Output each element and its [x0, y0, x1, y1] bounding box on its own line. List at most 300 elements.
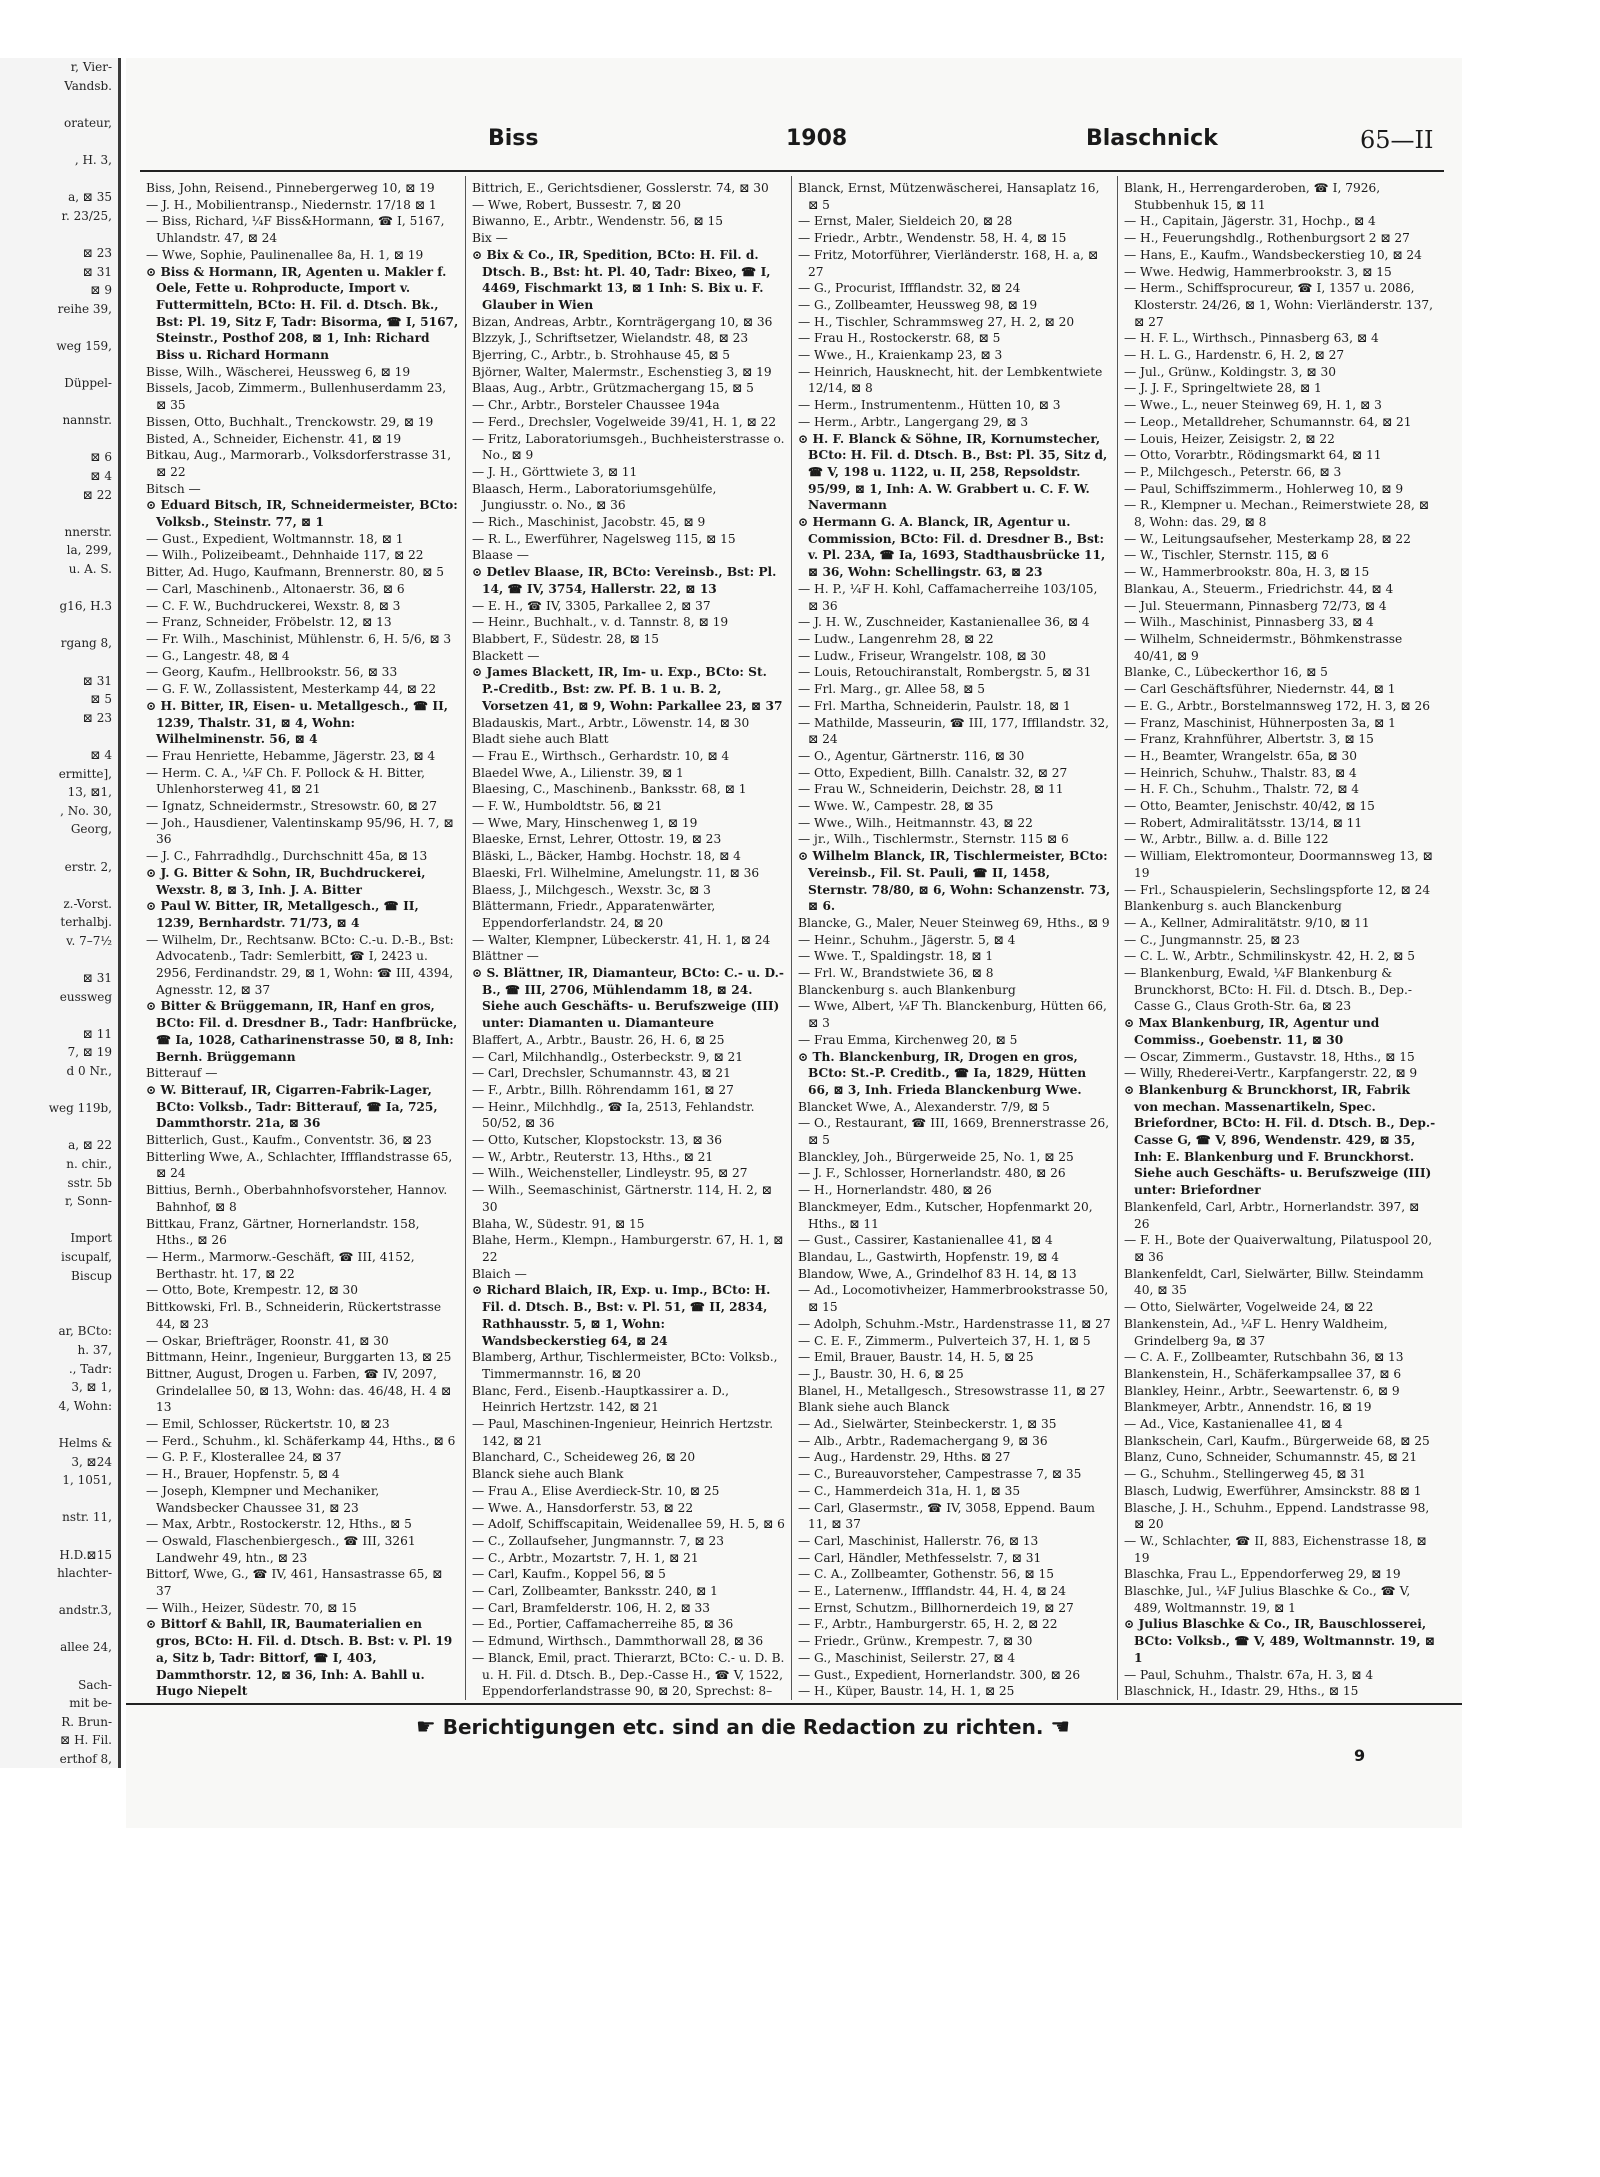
directory-entry: — H., Beamter, Wrangelstr. 65a, ⊠ 30 [1124, 748, 1357, 763]
directory-entry: Blanck siehe auch Blank [472, 1467, 624, 1482]
directory-entry: — Wwe. A., Hansdorferstr. 53, ⊠ 22 [472, 1500, 694, 1515]
header-page-number: 65—II [1360, 126, 1434, 154]
directory-entry: — Ed., Portier, Caffamacherreihe 85, ⊠ 36 [472, 1617, 734, 1632]
directory-entry: ⊙ Wilhelm Blanck, IR, Tischlermeister, BCto: Vereinsb., Fil. St. Pauli, ☎ II, 1458, Sternstr. 78/80, ⊠ 6, Wohn: Schanzenstr. 73, ⊠ 6. [798, 849, 1111, 914]
directory-entry: Blanz, Cuno, Schneider, Schumannstr. 45, ⊠ 21 [1124, 1450, 1418, 1465]
directory-entry: — Wilh., Seemaschinist, Gärtnerstr. 114, H. 2, ⊠ 30 [472, 1183, 772, 1214]
left-fragment-line: r, Vier- [70, 60, 112, 74]
directory-entry: — C. A., Zollbeamter, Gothenstr. 56, ⊠ 15 [798, 1567, 1055, 1582]
directory-entry: Bissen, Otto, Buchhalt., Trenckowstr. 29, ⊠ 19 [146, 414, 434, 429]
left-fragment-line: ⊠ 4 [90, 469, 112, 484]
directory-entry: — Fr. Wilh., Maschinist, Mühlenstr. 6, H. 5/6, ⊠ 3 [146, 631, 452, 646]
directory-entry: Blanck, Ernst, Mützenwäscherei, Hansaplatz 16, ⊠ 5 [798, 181, 1100, 212]
directory-entry: Blanc, Ferd., Eisenb.-Hauptkassirer a. D., Heinrich Hertzstr. 142, ⊠ 21 [472, 1383, 730, 1415]
left-fragment-line: erthof 8, [59, 1752, 112, 1767]
directory-entry: — Wwe. Hedwig, Hammerbrookstr. 3, ⊠ 15 [1124, 264, 1392, 279]
directory-entry: Bittmann, Heinr., Ingenieur, Burggarten 13, ⊠ 25 [146, 1350, 452, 1365]
directory-entry: — Carl, Kaufm., Koppel 56, ⊠ 5 [472, 1567, 666, 1582]
directory-entry: — Adolf, Schiffscapitain, Weidenallee 59, H. 5, ⊠ 6 [472, 1517, 785, 1532]
left-fragment-line: H.D.⊠15 [59, 1547, 112, 1562]
left-fragment-line: sstr. 5b [67, 1175, 112, 1190]
directory-entry: — C. L. W., Arbtr., Schmilinskystr. 42, H. 2, ⊠ 5 [1124, 949, 1416, 964]
left-fragment-line [0, 1211, 118, 1230]
directory-entry: — Wwe, Mary, Hinschenweg 1, ⊠ 19 [472, 815, 698, 830]
directory-entry: Bittkau, Franz, Gärtner, Hornerlandstr. 158, Hths., ⊠ 26 [146, 1216, 420, 1248]
directory-entry: — Ludw., Friseur, Wrangelstr. 108, ⊠ 30 [798, 648, 1046, 663]
directory-entry: — C. A. F., Zollbeamter, Rutschbahn 36, ⊠ 13 [1124, 1350, 1404, 1365]
directory-entry: — Wwe, Albert, ¼F Th. Blanckenburg, Hütten 66, ⊠ 3 [798, 999, 1107, 1031]
left-fragment-line: weg 119b, [48, 1101, 112, 1116]
directory-entry: ⊙ Eduard Bitsch, IR, Schneidermeister, BCto: Volksb., Steinstr. 77, ⊠ 1 [146, 498, 458, 530]
directory-entry: — F., Arbtr., Billh. Röhrendamm 161, ⊠ 27 [472, 1082, 734, 1097]
directory-entry: — H., Tischler, Schrammsweg 27, H. 2, ⊠ 20 [798, 314, 1075, 329]
directory-entry: — E. H., ☎ IV, 3305, Parkallee 2, ⊠ 37 [472, 598, 711, 613]
left-page-fragment [0, 58, 121, 1768]
directory-entry: — Otto, Sielwärter, Vogelweide 24, ⊠ 22 [1124, 1300, 1374, 1315]
directory-entry: — W., Leitungsaufseher, Mesterkamp 28, ⊠ 22 [1124, 531, 1411, 546]
directory-entry: Bjerring, C., Arbtr., b. Strohhause 45, ⊠ 5 [472, 348, 731, 363]
directory-entry: — Edmund, Wirthsch., Dammthorwall 28, ⊠ 36 [472, 1634, 764, 1649]
directory-entry: — Ad., Locomotivheizer, Hammerbrookstrasse 50, ⊠ 15 [798, 1283, 1109, 1315]
left-fragment-line: ⊠ 9 [90, 283, 112, 298]
directory-entry: Biss, John, Reisend., Pinnebergerweg 10, ⊠ 19 [146, 181, 435, 195]
directory-entry: — Walter, Klempner, Lübeckerstr. 41, H. 1, ⊠ 24 [472, 932, 771, 947]
directory-entry: — Otto, Vorarbtr., Rödingsmarkt 64, ⊠ 11 [1124, 448, 1382, 463]
directory-entry: ⊙ Julius Blaschke & Co., IR, Bauschlosserei, BCto: Volksb., ☎ V, 489, Woltmannstr. 19, ⊠ 1 [1124, 1617, 1436, 1665]
directory-entry: Blaess, J., Milchgesch., Wexstr. 3c, ⊠ 3 [472, 882, 711, 897]
left-fragment-line: mit be- [69, 1696, 112, 1711]
directory-entry: — Otto, Beamter, Jenischstr. 40/42, ⊠ 15 [1124, 799, 1375, 814]
directory-entry: Bizan, Andreas, Arbtr., Kornträgergang 10, ⊠ 36 [472, 314, 773, 329]
directory-entry: Blankley, Heinr., Arbtr., Seewartenstr. 6, ⊠ 9 [1124, 1383, 1400, 1398]
directory-entry: — Paul, Schiffszimmerm., Hohlerweg 10, ⊠ 9 [1124, 481, 1404, 496]
directory-entry: Blancket Wwe, A., Alexanderstr. 7/9, ⊠ 5 [798, 1099, 1050, 1114]
directory-entry: — H. P., ¼F H. Kohl, Caffamacherreihe 103/105, ⊠ 36 [798, 581, 1098, 613]
directory-entry: Blasche, J. H., Schuhm., Eppend. Landstrasse 98, ⊠ 20 [1124, 1500, 1430, 1532]
directory-entry: — Oskar, Briefträger, Roonstr. 41, ⊠ 30 [146, 1333, 389, 1348]
directory-entry: Bitterauf — [146, 1066, 218, 1081]
directory-entry: — Willy, Rhederei-Vertr., Karpfangerstr. 22, ⊠ 9 [1124, 1066, 1418, 1081]
directory-entry: Biwanno, E., Arbtr., Wendenstr. 56, ⊠ 15 [472, 214, 723, 229]
left-fragment-line: 1, 1051, [62, 1473, 112, 1488]
directory-entry: — jr., Wilh., Tischlermstr., Sternstr. 115 ⊠ 6 [798, 832, 1069, 847]
directory-entry: — Frl. W., Brandstwiete 36, ⊠ 8 [798, 966, 994, 981]
directory-entry: Blankenstein, Ad., ¼F L. Henry Waldheim, Grindelberg 9a, ⊠ 37 [1124, 1316, 1388, 1348]
directory-entry: — J. H. W., Zuschneider, Kastanienallee 36, ⊠ 4 [798, 615, 1090, 630]
left-fragment-line [0, 356, 118, 375]
left-fragment-line [0, 616, 118, 635]
left-fragment-line [0, 1006, 118, 1025]
directory-entry: — C., Bureauvorsteher, Campestrasse 7, ⊠ 35 [798, 1467, 1082, 1482]
directory-entry: — G., Langestr. 48, ⊠ 4 [146, 648, 290, 663]
directory-entry: — A., Kellner, Admiralitätstr. 9/10, ⊠ 11 [1124, 915, 1370, 930]
directory-entry: — Emil, Schlosser, Rückertstr. 10, ⊠ 23 [146, 1417, 390, 1432]
directory-entry: — J. H., Görttwiete 3, ⊠ 11 [472, 464, 638, 479]
directory-entry: Blank siehe auch Blanck [798, 1400, 950, 1415]
directory-entry: Blaesing, C., Maschinenb., Banksstr. 68, ⊠ 1 [472, 782, 747, 797]
directory-entry: — Heinr., Milchhdlg., ☎ Ia, 2513, Fehlandstr. 50/52, ⊠ 36 [472, 1099, 755, 1131]
left-fragment-line [0, 653, 118, 672]
directory-entry: — Georg, Kaufm., Hellbrookstr. 56, ⊠ 33 [146, 665, 398, 680]
left-fragment-line [0, 1657, 118, 1676]
directory-entry: — Franz, Krahnführer, Albertstr. 3, ⊠ 15 [1124, 732, 1374, 747]
directory-entry: Blaasch, Herm., Laboratoriumsgehülfe, Jungiusstr. o. No., ⊠ 36 [472, 481, 717, 513]
directory-entry: — Paul, Schuhm., Thalstr. 67a, H. 3, ⊠ 4 [1124, 1667, 1374, 1682]
directory-entry: — Frl., Schauspielerin, Sechslingspforte 12, ⊠ 24 [1124, 882, 1431, 897]
directory-entry: — Gust., Cassirer, Kastanienallee 41, ⊠ 4 [798, 1233, 1053, 1248]
directory-entry: Blandau, L., Gastwirth, Hopfenstr. 19, ⊠ 4 [798, 1250, 1059, 1264]
directory-entry: — C. F. W., Buchdruckerei, Wexstr. 8, ⊠ 3 [146, 598, 401, 613]
directory-entry: — Alb., Arbtr., Rademachergang 9, ⊠ 36 [798, 1433, 1048, 1448]
directory-entry: — Frau Henriette, Hebamme, Jägerstr. 23, ⊠ 4 [146, 748, 436, 763]
directory-entry: — Carl, Maschinenb., Altonaerstr. 36, ⊠ 6 [146, 581, 405, 596]
directory-entry: Bisted, A., Schneider, Eichenstr. 41, ⊠ 19 [146, 431, 402, 446]
directory-entry: Blamberg, Arthur, Tischlermeister, BCto: Volksb., Timmermannstr. 16, ⊠ 20 [472, 1350, 778, 1381]
directory-entry: — H. F. L., Wirthsch., Pinnasberg 63, ⊠ 4 [1124, 331, 1379, 346]
directory-entry: — William, Elektromonteur, Doormannsweg 13, ⊠ 19 [1124, 849, 1433, 880]
left-fragment-line: reihe 39, [57, 301, 112, 316]
directory-entry: Blancke, G., Maler, Neuer Steinweg 69, Hths., ⊠ 9 [798, 915, 1110, 930]
left-fragment-line: ⊠ 5 [90, 692, 112, 707]
directory-entry: Blanckley, Joh., Bürgerweide 25, No. 1, ⊠ 25 [798, 1149, 1074, 1164]
directory-entry: Björner, Walter, Malermstr., Eschenstieg 3, ⊠ 19 [472, 364, 772, 379]
directory-entry: — Fritz, Motorführer, Vierländerstr. 168, H. a, ⊠ 27 [798, 247, 1099, 279]
directory-entry: — Wwe., Wilh., Heitmannstr. 43, ⊠ 22 [798, 815, 1033, 830]
directory-entry: ⊙ S. Blättner, IR, Diamanteur, BCto: C.- u. D.-B., ☎ III, 2706, Mühlendamm 18, ⊠ 24. Siehe auch Geschäfts- u. Berufszweige (III) unter: Diamanten u. Diamanteure [472, 966, 784, 1031]
directory-entry: Blaich — [472, 1266, 527, 1281]
pointing-hand-left-icon: ☚ [1050, 1715, 1071, 1740]
left-fragment-line: nnerstr. [64, 524, 112, 539]
directory-entry: — G., Zollbeamter, Heussweg 98, ⊠ 19 [798, 297, 1038, 312]
directory-entry: — Biss, Richard, ¼F Biss&Hormann, ☎ I, 5167, Uhlandstr. 47, ⊠ 24 [146, 214, 445, 246]
left-fragment-line: ⊠ 4 [90, 747, 112, 762]
left-fragment-line: v. 7–7½ [66, 933, 112, 948]
directory-entry: — Mathilde, Masseurin, ☎ III, 177, Iffllandstr. 32, ⊠ 24 [798, 715, 1109, 747]
left-fragment-line: Sach- [78, 1677, 112, 1692]
directory-entry: Bitsch — [146, 481, 201, 496]
directory-entry: — G. F. W., Zollassistent, Mesterkamp 44, ⊠ 22 [146, 682, 437, 697]
left-fragment-line: ⊠ 23 [82, 710, 112, 725]
left-fragment-line [0, 1081, 118, 1100]
directory-entry: — J. H., Mobilientransp., Niedernstr. 17/18 ⊠ 1 [146, 197, 437, 212]
directory-entry: — C., Hammerdeich 31a, H. 1, ⊠ 35 [798, 1483, 1021, 1498]
left-fragment-line: a, ⊠ 22 [68, 1138, 112, 1153]
directory-entry: Blankenstein, H., Schäferkampsallee 37, ⊠ 6 [1124, 1366, 1402, 1381]
directory-entry: Blaas, Aug., Arbtr., Grützmachergang 15, ⊠ 5 [472, 381, 754, 396]
left-fragment-line: nstr. 11, [62, 1510, 112, 1525]
directory-entry: Bitkau, Aug., Marmorarb., Volksdorferstrasse 31, ⊠ 22 [146, 448, 452, 479]
directory-entry: Bitterlich, Gust., Kaufm., Conventstr. 36, ⊠ 23 [146, 1133, 432, 1148]
directory-entry: — H., Küper, Baustr. 14, H. 1, ⊠ 25 [798, 1684, 1015, 1699]
directory-entry: — Ernst, Schutzm., Billhornerdeich 19, ⊠ 27 [798, 1600, 1074, 1615]
left-fragment-line: 13, ⊠1, [67, 785, 112, 800]
left-fragment-line [0, 318, 118, 337]
directory-entry: — E. G., Arbtr., Borstelmannsweg 172, H. 3, ⊠ 26 [1124, 698, 1431, 713]
directory-entry: — W., Arbtr., Reuterstr. 13, Hths., ⊠ 21 [472, 1149, 714, 1164]
left-fragment-line: ., Tadr: [68, 1361, 112, 1376]
directory-entry: — Herm., Arbtr., Langergang 29, ⊠ 3 [798, 414, 1029, 429]
directory-entry: — O., Restaurant, ☎ III, 1669, Brennerstrasse 26, ⊠ 5 [798, 1116, 1110, 1148]
directory-entry: Blanckenburg s. auch Blankenburg [798, 982, 1016, 997]
directory-entry: — H., Capitain, Jägerstr. 31, Hochp., ⊠ 4 [1124, 214, 1376, 229]
directory-entry: — O., Agentur, Gärtnerstr. 116, ⊠ 30 [798, 748, 1025, 763]
directory-entry: — Wilhelm, Dr., Rechtsanw. BCto: C.-u. D.-B., Bst: Advocatenb., Tadr: Semlerbitt, ☎ I, 2423 u. 2956, Ferdinandstr. 29, ⊠ 1, Wohn: ☎ III, 4394, Agnesstr. 12, ⊠ 37 [146, 932, 454, 997]
column-1 [140, 176, 466, 1700]
directory-entry: Blankenburg s. auch Blanckenburg [1124, 899, 1342, 914]
left-fragment-line [0, 393, 118, 412]
directory-entry: — Frau A., Elise Averdieck-Str. 10, ⊠ 25 [472, 1483, 720, 1498]
directory-entry: — F. H., Bote der Quaiverwaltung, Pilatuspool 20, ⊠ 36 [1124, 1233, 1433, 1264]
left-fragment-line: R. Brun- [61, 1714, 112, 1729]
directory-entry: Blaeske, Ernst, Lehrer, Ottostr. 19, ⊠ 23 [472, 832, 722, 847]
left-fragment-line: ⊠ H. Fil. [60, 1733, 112, 1748]
directory-entry: Blaffert, A., Arbtr., Baustr. 26, H. 6, ⊠ 25 [472, 1032, 725, 1047]
directory-entry: — Aug., Hardenstr. 29, Hths. ⊠ 27 [798, 1450, 1011, 1465]
directory-entry: — Ignatz, Schneidermstr., Stresowstr. 60, ⊠ 27 [146, 799, 438, 814]
directory-entry: Bisse, Wilh., Wäscherei, Heussweg 6, ⊠ 19 [146, 364, 411, 379]
directory-entry: — Wilh., Weichensteller, Lindleystr. 95, ⊠ 27 [472, 1166, 748, 1181]
directory-entry: — Wwe. T., Spaldingstr. 18, ⊠ 1 [798, 949, 994, 964]
directory-entry: — Oswald, Flaschenbiergesch., ☎ III, 3261 Landwehr 49, htn., ⊠ 23 [146, 1533, 416, 1565]
directory-entry: — Wwe, Sophie, Paulinenallee 8a, H. 1, ⊠ 19 [146, 247, 424, 262]
left-fragment-line [0, 170, 118, 189]
left-fragment-line [0, 1583, 118, 1602]
left-fragment-line: 3, ⊠ 1, [71, 1380, 112, 1395]
directory-entry: — Franz, Maschinist, Hühnerposten 3a, ⊠ 1 [1124, 715, 1396, 730]
directory-entry: — W., Schlachter, ☎ II, 883, Eichenstrasse 18, ⊠ 19 [1124, 1533, 1427, 1565]
directory-entry: — Frau H., Rostockerstr. 68, ⊠ 5 [798, 331, 1001, 346]
correction-notice [416, 1715, 1070, 1740]
left-fragment-line: , H. 3, [74, 152, 112, 167]
directory-entry: ⊙ Th. Blanckenburg, IR, Drogen en gros, BCto: St.-P. Creditb., ☎ Ia, 1829, Hütten 66, ⊠ 3, Inh. Frieda Blanckenburg Wwe. [798, 1049, 1087, 1097]
left-fragment-line [0, 1118, 118, 1137]
directory-entry: — Wwe., L., neuer Steinweg 69, H. 1, ⊠ 3 [1124, 398, 1382, 413]
directory-entry: Blankschein, Carl, Kaufm., Bürgerweide 68, ⊠ 25 [1124, 1433, 1430, 1448]
directory-entry: — Joh., Hausdiener, Valentinskamp 95/96, H. 7, ⊠ 36 [146, 815, 454, 847]
left-fragment-line: weg 159, [56, 338, 112, 353]
directory-entry: Blaeski, Frl. Wilhelmine, Amelungstr. 11, ⊠ 36 [472, 865, 760, 880]
directory-entry: Blanke, C., Lübeckerthor 16, ⊠ 5 [1124, 665, 1328, 680]
directory-entry: — C., Arbtr., Mozartstr. 7, H. 1, ⊠ 21 [472, 1550, 699, 1565]
left-fragment-line [0, 1304, 118, 1323]
directory-entry: Blaschka, Frau L., Eppendorferweg 29, ⊠ 19 [1124, 1567, 1401, 1582]
directory-entry: Blankau, A., Steuerm., Friedrichstr. 44, ⊠ 4 [1124, 581, 1394, 596]
directory-entry: Blaedel Wwe, A., Lilienstr. 39, ⊠ 1 [472, 765, 684, 780]
page-header [126, 120, 1462, 160]
left-fragment-line: ar, BCto: [58, 1324, 112, 1339]
directory-entry: — Carl, Milchhandlg., Osterbeckstr. 9, ⊠ 21 [472, 1049, 744, 1064]
directory-entry: — H., Hornerlandstr. 480, ⊠ 26 [798, 1183, 992, 1198]
sheet-number: 9 [1354, 1746, 1366, 1765]
directory-entry: Blasch, Ludwig, Ewerführer, Amsinckstr. 88 ⊠ 1 [1124, 1483, 1422, 1498]
directory-entry: — Jul. Steuermann, Pinnasberg 72/73, ⊠ 4 [1124, 598, 1387, 613]
column-4 [1118, 176, 1444, 1700]
directory-entry: — J., Baustr. 30, H. 6, ⊠ 25 [798, 1366, 964, 1381]
directory-entry: — G. P. F., Klosterallee 24, ⊠ 37 [146, 1450, 342, 1465]
left-fragment-line: Georg, [70, 822, 112, 837]
directory-entry: — P., Milchgesch., Peterstr. 66, ⊠ 3 [1124, 464, 1342, 479]
left-fragment-line: u. A. S. [68, 562, 112, 577]
directory-entry: — Wwe., H., Kraienkamp 23, ⊠ 3 [798, 348, 1003, 363]
directory-entry: — C. E. F., Zimmerm., Pulverteich 37, H. 1, ⊠ 5 [798, 1333, 1091, 1348]
directory-entry: — Otto, Bote, Krempestr. 12, ⊠ 30 [146, 1283, 359, 1298]
left-fragment-line [0, 1415, 118, 1434]
directory-entry: — F. W., Humboldtstr. 56, ⊠ 21 [472, 799, 663, 814]
directory-entry: — Otto, Expedient, Billh. Canalstr. 32, ⊠ 27 [798, 765, 1068, 780]
directory-entry: — Max, Arbtr., Rostockerstr. 12, Hths., ⊠ 5 [146, 1517, 412, 1532]
directory-entry: — Frl. Marg., gr. Allee 58, ⊠ 5 [798, 682, 986, 697]
directory-entry: — Herm., Marmorw.-Geschäft, ☎ III, 4152, Berthastr. ht. 17, ⊠ 22 [146, 1250, 415, 1281]
left-fragment-line: erstr. 2, [64, 859, 112, 874]
left-fragment-line [0, 876, 118, 895]
directory-entry: — Carl, Händler, Methfesselstr. 7, ⊠ 31 [798, 1550, 1042, 1565]
left-fragment-line: 3, ⊠24 [71, 1454, 112, 1469]
left-fragment-line: z.-Vorst. [63, 896, 112, 911]
directory-entry: — H., Brauer, Hopfenstr. 5, ⊠ 4 [146, 1467, 340, 1482]
directory-entry: — Ferd., Drechsler, Vogelweide 39/41, H. 1, ⊠ 22 [472, 414, 777, 429]
directory-entry: Blanchard, C., Scheideweg 26, ⊠ 20 [472, 1450, 696, 1465]
pointing-hand-right-icon: ☛ [416, 1715, 436, 1740]
directory-entry: — G., Schuhm., Stellingerweg 45, ⊠ 31 [1124, 1467, 1366, 1482]
left-fragment-line [0, 225, 118, 244]
directory-entry: — Frl. Martha, Schneiderin, Paulstr. 18, ⊠ 1 [798, 698, 1071, 713]
left-fragment-line: rgang 8, [60, 636, 112, 651]
directory-entry: — Fritz, Laboratoriumsgeh., Buchheisterstrasse o. No., ⊠ 9 [472, 431, 785, 463]
directory-entry: — Ad., Sielwärter, Steinbeckerstr. 1, ⊠ 35 [798, 1417, 1057, 1432]
left-fragment-line: ⊠ 31 [82, 264, 112, 279]
directory-entry: Blanel, H., Metallgesch., Stresowstrasse 11, ⊠ 27 [798, 1383, 1106, 1398]
left-fragment-line: ⊠ 31 [82, 673, 112, 688]
directory-entry: Blaschke, Jul., ¼F Julius Blaschke & Co., ☎ V, 489, Woltmannstr. 19, ⊠ 1 [1124, 1584, 1411, 1615]
left-fragment-line [0, 839, 118, 858]
directory-entry: — C., Jungmannstr. 25, ⊠ 23 [1124, 932, 1300, 947]
entry-columns [140, 176, 1444, 1700]
directory-entry: Bläski, L., Bäcker, Hambg. Hochstr. 18, ⊠ 4 [472, 849, 741, 864]
directory-entry: — Wilhelm, Schneidermstr., Böhmkenstrasse 40/41, ⊠ 9 [1124, 631, 1403, 663]
directory-entry: Blandow, Wwe, A., Grindelhof 83 H. 14, ⊠ 13 [798, 1266, 1077, 1281]
left-fragment-line [0, 132, 118, 151]
directory-entry: — Carl, Zollbeamter, Banksstr. 240, ⊠ 1 [472, 1584, 718, 1599]
left-fragment-line: n. chir., [66, 1157, 112, 1172]
directory-entry: — Wwe, Robert, Bussestr. 7, ⊠ 20 [472, 197, 681, 212]
directory-entry: — R. L., Ewerführer, Nagelsweg 115, ⊠ 15 [472, 531, 736, 546]
directory-entry: — Carl, Maschinist, Hallerstr. 76, ⊠ 13 [798, 1533, 1039, 1548]
left-fragment-line [0, 579, 118, 598]
directory-entry: — R., Klempner u. Mechan., Reimerstwiete 28, ⊠ 8, Wohn: das. 29, ⊠ 8 [1124, 498, 1429, 530]
directory-entry: — Blankenburg, Ewald, ¼F Blankenburg & Brunckhorst, BCto: H. Fil. d. Dtsch. B., Dep.-Casse G., Claus Groth-Str. 6a, ⊠ 23 [1124, 966, 1412, 1014]
directory-entry: Blankenfeld, Carl, Arbtr., Hornerlandstr. 397, ⊠ 26 [1124, 1199, 1420, 1231]
left-fragment-line [0, 1527, 118, 1546]
left-fragment-line: andstr.3, [58, 1603, 112, 1618]
directory-entry: — Carl Geschäftsführer, Niedernstr. 44, ⊠ 1 [1124, 682, 1396, 697]
left-fragment-line: Helms & [58, 1435, 112, 1450]
directory-entry: — Paul, Maschinen-Ingenieur, Heinrich Hertzstr. 142, ⊠ 21 [472, 1417, 774, 1448]
directory-entry: — Blanck, Emil, pract. Thierarzt, BCto: C.- u. D. B. u. H. Fil. d. Dtsch. B., Dep.-Casse H., ☎ V, 1522, Eppendorferlandstrasse 90, ⊠ 20, Sprechst: 8– [472, 1650, 785, 1699]
directory-entry: ⊙ Bittorf & Bahll, IR, Baumaterialien en gros, BCto: H. Fil. d. Dtsch. B. Bst: v. Pl. 19 a, Sitz b, Tadr: Bittorf, ☎ I, 403, Dammthorstr. 12, ⊠ 36, Inh: A. Bahll u. Hugo Niepelt [146, 1617, 453, 1699]
directory-entry: — Gust., Expedient, Hornerlandstr. 300, ⊠ 26 [798, 1667, 1081, 1682]
directory-entry: — J. F., Schlosser, Hornerlandstr. 480, ⊠ 26 [798, 1166, 1066, 1181]
directory-entry: — Wwe. W., Campestr. 28, ⊠ 35 [798, 799, 994, 814]
directory-entry: — F., Arbtr., Hamburgerstr. 65, H. 2, ⊠ 22 [798, 1617, 1058, 1632]
directory-entry: — G., Procurist, Iffflandstr. 32, ⊠ 24 [798, 281, 1021, 296]
directory-entry: ⊙ Richard Blaich, IR, Exp. u. Imp., BCto: H. Fil. d. Dtsch. B., Bst: v. Pl. 51, ☎ II, 2834, Rathhausstr. 5, ⊠ 1, Wohn: Wandsbeckerstieg 64, ⊠ 24 [472, 1283, 771, 1348]
left-fragment-line: , No. 30, [60, 803, 112, 818]
directory-entry: — H. L. G., Hardenstr. 6, H. 2, ⊠ 27 [1124, 348, 1345, 363]
column-3 [792, 176, 1118, 1700]
directory-entry: — Gust., Expedient, Woltmannstr. 18, ⊠ 1 [146, 531, 404, 546]
directory-entry: ⊙ J. G. Bitter & Sohn, IR, Buchdruckerei, Wexstr. 8, ⊠ 3, Inh. J. A. Bitter [146, 865, 426, 897]
left-fragment-line: ⊠ 6 [90, 450, 112, 465]
left-fragment-line: a, ⊠ 35 [68, 190, 112, 205]
directory-entry: ⊙ James Blackett, IR, Im- u. Exp., BCto: St. P.-Creditb., Bst: zw. Pf. B. 1 u. B. 2, Vorsetzen 41, ⊠ 9, Wohn: Parkallee 23, ⊠ 37 [472, 665, 783, 713]
left-fragment-line: 4, Wohn: [58, 1398, 112, 1413]
directory-entry: Bittius, Bernh., Oberbahnhofsvorsteher, Hannov. Bahnhof, ⊠ 8 [146, 1183, 448, 1214]
directory-entry: — C., Zollaufseher, Jungmannstr. 7, ⊠ 23 [472, 1533, 724, 1548]
left-fragment-line: r. 23/25, [61, 208, 112, 223]
directory-entry: Blaase — [472, 548, 529, 563]
header-year: 1908 [786, 126, 848, 151]
directory-entry: — Louis, Heizer, Zeisigstr. 2, ⊠ 22 [1124, 431, 1335, 446]
directory-entry: Blackett — [472, 648, 540, 663]
directory-entry: — Wilh., Heizer, Südestr. 70, ⊠ 15 [146, 1600, 357, 1615]
left-fragment-line: nannstr. [62, 413, 112, 428]
directory-entry: — Wilh., Polizeibeamt., Dehnhaide 117, ⊠ 22 [146, 548, 424, 563]
directory-entry: Blankenfeldt, Carl, Sielwärter, Billw. Steindamm 40, ⊠ 35 [1124, 1266, 1424, 1298]
directory-entry: Bladt siehe auch Blatt [472, 732, 609, 747]
directory-entry: — J. J. F., Springeltwiete 28, ⊠ 1 [1124, 381, 1322, 396]
left-fragment-line: la, 299, [66, 543, 112, 558]
left-fragment-line: Düppel- [64, 376, 112, 391]
directory-entry: ⊙ Paul W. Bitter, IR, Metallgesch., ☎ II, 1239, Bernhardstr. 71/73, ⊠ 4 [146, 899, 419, 930]
left-fragment-line: h. 37, [77, 1342, 112, 1357]
left-fragment-line: ermitte], [58, 766, 112, 781]
directory-entry: Bittner, August, Drogen u. Farben, ☎ IV, 2097, Grindelallee 50, ⊠ 13, Wohn: das. 46/48, H. 4 ⊠ 13 [146, 1366, 452, 1415]
directory-entry: ⊙ H. F. Blanck & Söhne, IR, Kornumstecher, BCto: H. Fil. d. Dtsch. B., Bst: Pl. 35, Sitz d, ☎ V, 198 u. 1122, u. II, 258, Repsoldstr. 95/99, ⊠ 1, Inh: A. W. Grabbert u. C. F. W. Navermann [798, 431, 1108, 513]
directory-entry: ⊙ Bix & Co., IR, Spedition, BCto: H. Fil. d. Dtsch. B., Bst: ht. Pl. 40, Tadr: Bixeo, ☎ I, 4469, Fischmarkt 13, ⊠ 1 Inh: S. Bix u. F. Glauber in Wien [472, 247, 771, 312]
directory-entry: ⊙ Detlev Blaase, IR, BCto: Vereinsb., Bst: Pl. 14, ☎ IV, 3754, Hallerstr. 22, ⊠ 13 [472, 565, 777, 596]
directory-entry: — G., Maschinist, Seilerstr. 27, ⊠ 4 [798, 1650, 1016, 1665]
directory-entry: — Carl, Bramfelderstr. 106, H. 2, ⊠ 33 [472, 1600, 711, 1615]
directory-entry: — Leop., Metalldreher, Schumannstr. 64, ⊠ 21 [1124, 414, 1412, 429]
directory-entry: Blzzyk, J., Schriftsetzer, Wielandstr. 48, ⊠ 23 [472, 331, 749, 346]
directory-entry: ⊙ Max Blankenburg, IR, Agentur und Commiss., Goebenstr. 11, ⊠ 30 [1124, 1016, 1380, 1047]
left-fragment-line [0, 1620, 118, 1639]
directory-entry: Blank, H., Herrengarderoben, ☎ I, 7926, Stubbenhuk 15, ⊠ 11 [1124, 181, 1381, 212]
directory-entry: ⊙ Biss & Hormann, IR, Agenten u. Makler f. Oele, Fette u. Rohproducte, Import v. Futtermitteln, BCto: H. Fil. d. Dtsch. Bk., Bst: Pl. 19, Sitz F, Tadr: Bisorma, ☎ I, 5167, Steinstr., Posthof 208, ⊠ 1, Inh: Richard Biss u. Richard Hormann [146, 264, 459, 363]
directory-entry: Bladauskis, Mart., Arbtr., Löwenstr. 14, ⊠ 30 [472, 715, 750, 730]
directory-entry: — Jul., Grünw., Koldingstr. 3, ⊠ 30 [1124, 364, 1337, 379]
left-fragment-line: eussweg [59, 989, 112, 1004]
left-fragment-line: ⊠ 11 [82, 1026, 112, 1041]
header-last-name: Blaschnick [1086, 126, 1218, 151]
directory-entry: Blankmeyer, Arbtr., Annendstr. 16, ⊠ 19 [1124, 1400, 1372, 1415]
left-fragment-line: ⊠ 31 [82, 971, 112, 986]
directory-entry: — Ernst, Maler, Sieldeich 20, ⊠ 28 [798, 214, 1013, 229]
notice-text: Berichtigungen etc. sind an die Redaction zu richten. [442, 1715, 1044, 1739]
left-fragment-line: ⊠ 23 [82, 245, 112, 260]
directory-entry: — Herm. C. A., ¼F Ch. F. Pollock & H. Bitter, Uhlenhorsterweg 41, ⊠ 21 [146, 765, 426, 797]
directory-entry: ⊙ W. Bitterauf, IR, Cigarren-Fabrik-Lager, BCto: Volksb., Tadr: Bitterauf, ☎ Ia, 725, Dammthorstr. 21a, ⊠ 36 [146, 1082, 438, 1131]
directory-entry: — H. F. Ch., Schuhm., Thalstr. 72, ⊠ 4 [1124, 782, 1360, 797]
directory-entry: — Herm., Schiffsprocureur, ☎ I, 1357 u. 2086, Klosterstr. 24/26, ⊠ 1, Wohn: Vierländerstr. 137, ⊠ 27 [1124, 281, 1433, 329]
directory-entry: — Heinr., Buchhalt., v. d. Tannstr. 8, ⊠ 19 [472, 615, 729, 630]
directory-entry: — Friedr., Arbtr., Wendenstr. 58, H. 4, ⊠ 15 [798, 231, 1067, 246]
directory-entry: Bitterling Wwe, A., Schlachter, Iffflandstrasse 65, ⊠ 24 [146, 1149, 453, 1181]
directory-entry: Blahe, Herm., Klempn., Hamburgerstr. 67, H. 1, ⊠ 22 [472, 1233, 784, 1264]
directory-entry: — Franz, Schneider, Fröbelstr. 12, ⊠ 13 [146, 615, 392, 630]
left-fragment-line [0, 951, 118, 970]
directory-entry: ⊙ Bitter & Brüggemann, IR, Hanf en gros, BCto: Fil. d. Dresdner B., Tadr: Hanfbrücke, ☎ Ia, 1028, Catharinenstrasse 50, ⊠ 8, Inh: Bernh. Brüggemann [146, 999, 458, 1064]
